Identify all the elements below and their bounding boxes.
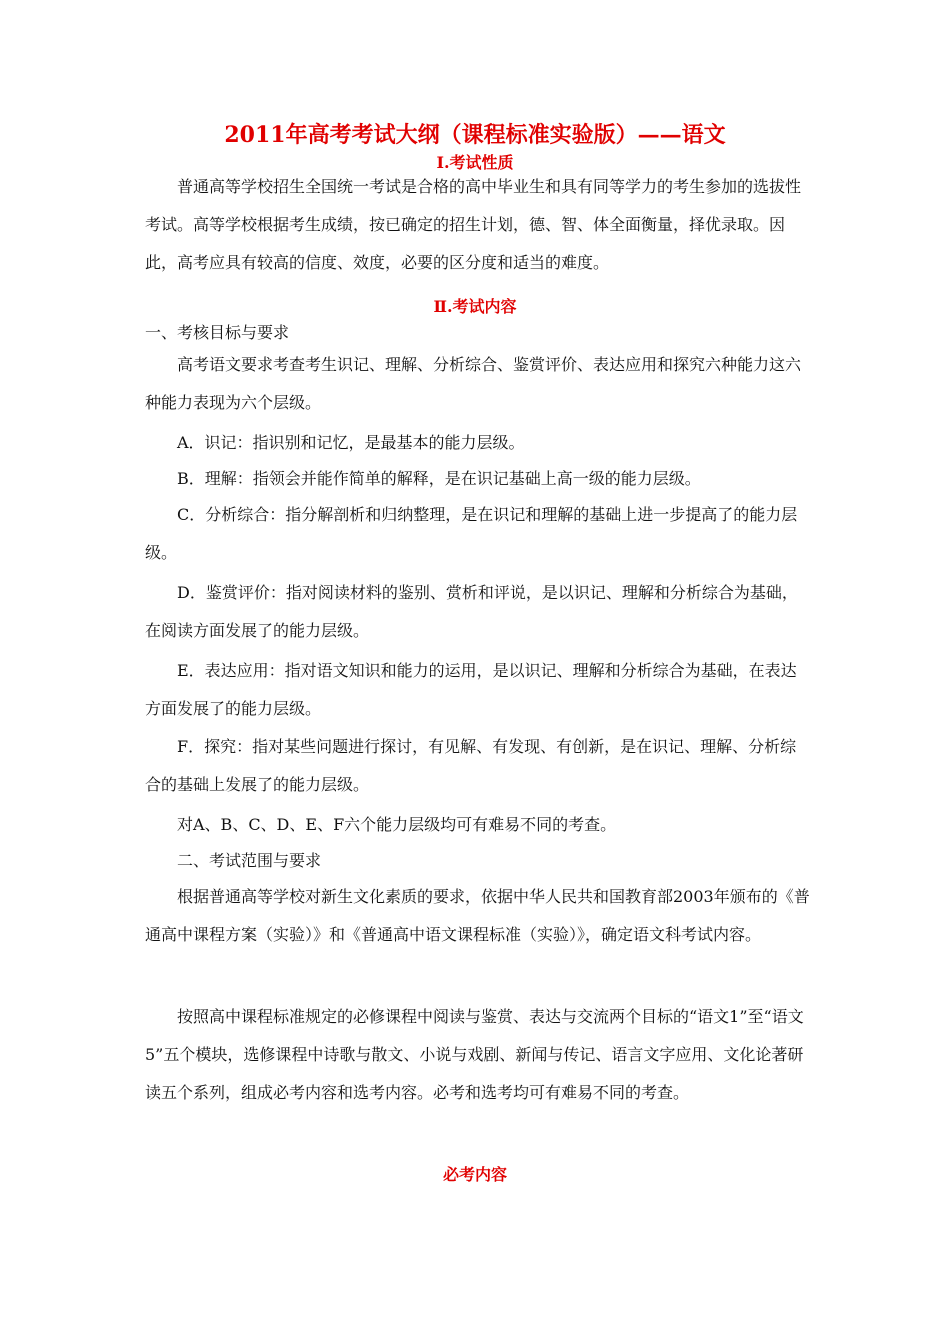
document-title: 2011年高考考试大纲（课程标准实验版）——语文	[224, 122, 726, 148]
ability-item-f: F．探究：指对某些问题进行探讨，有见解、有发现、有创新，是在识记、理解、分析综合的基础上发展了的能力层级。	[145, 737, 797, 794]
ability-item-a: A．识记：指识别和记忆，是最基本的能力层级。	[177, 433, 525, 452]
section-nature-paragraph: 普通高等学校招生全国统一考试是合格的高中毕业生和具有同等学力的考生参加的选拔性考试。高等学校根据考生成绩，按已确定的招生计划，德、智、体全面衡量，择优录取。因此，高考应具有较高的信度、效度，必要的区分度和适当的难度。	[145, 177, 802, 272]
ability-item-c: C．分析综合：指分解剖析和归纳整理，是在识记和理解的基础上进一步提高了的能力层级。	[145, 505, 798, 562]
section-heading-content: Ⅱ.考试内容	[433, 297, 517, 316]
section-heading-nature: Ⅰ.考试性质	[436, 153, 514, 172]
ability-item-e: E．表达应用：指对语文知识和能力的运用，是以识记、理解和分析综合为基础，在表达方面发展了的能力层级。	[145, 661, 797, 718]
objectives-intro: 高考语文要求考查考生识记、理解、分析综合、鉴赏评价、表达应用和探究六种能力这六种能力表现为六个层级。	[145, 355, 802, 412]
scope-paragraph-2: 按照高中课程标准规定的必修课程中阅读与鉴赏、表达与交流两个目标的“语文1”至“语文5”五个模块，选修课程中诗歌与散文、小说与戏剧、新闻与传记、语言文字应用、文化论著研读五个系列，组成必考内容和选考内容。必考和选考均可有难易不同的考查。	[145, 1007, 804, 1102]
subheading-scope: 二、考试范围与要求	[177, 851, 322, 870]
ability-item-b: B．理解：指领会并能作简单的解释，是在识记基础上高一级的能力层级。	[177, 469, 701, 488]
scope-paragraph-1: 根据普通高等学校对新生文化素质的要求，依据中华人民共和国教育部2003年颁布的《普通高中课程方案（实验）》和《普通高中语文课程标准（实验）》，确定语文科考试内容。	[145, 887, 810, 944]
ability-item-d: D．鉴赏评价：指对阅读材料的鉴别、赏析和评说，是以识记、理解和分析综合为基础，在阅读方面发展了的能力层级。	[145, 583, 798, 640]
ability-summary: 对A、B、C、D、E、F六个能力层级均可有难易不同的考查。	[177, 815, 617, 834]
subheading-objectives: 一、考核目标与要求	[145, 323, 290, 342]
section-heading-required: 必考内容	[442, 1165, 507, 1184]
